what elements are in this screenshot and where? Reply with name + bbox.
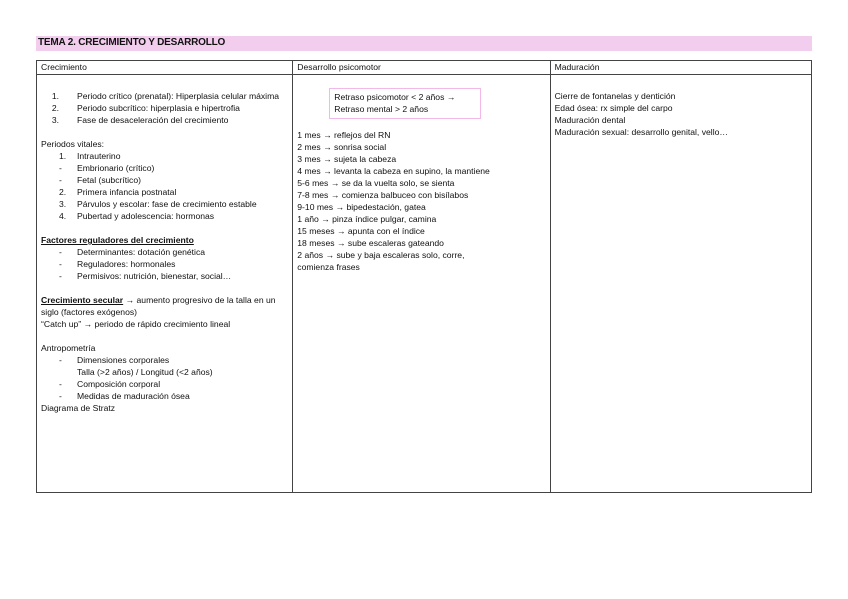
maduracion-line: Maduración sexual: desarrollo genital, vello… bbox=[554, 127, 728, 137]
cell-maduracion bbox=[550, 75, 811, 493]
numbered-list-item: 1. Periodo crítico (prenatal): Hiperplasia celular máxima bbox=[51, 91, 280, 101]
list-item: - Dimensiones corporales bbox=[59, 355, 170, 365]
milestone-line: 5-6 mes → se da la vuelta solo, se sienta bbox=[297, 178, 455, 188]
milestone-line: 18 meses → sube escaleras gateando bbox=[297, 238, 444, 248]
list-item: 3. Párvulos y escolar: fase de crecimiento estable bbox=[59, 199, 257, 209]
stratz-line: Diagrama de Stratz bbox=[41, 403, 116, 413]
cell-crecimiento bbox=[37, 75, 293, 493]
list-subitem: Talla (>2 años) / Longitud (<2 años) bbox=[77, 367, 213, 377]
table-body-row bbox=[37, 75, 812, 493]
list-item: 2. Primera infancia postnatal bbox=[59, 187, 177, 197]
box-line: Retraso mental > 2 años bbox=[334, 104, 429, 114]
retraso-box bbox=[329, 88, 481, 119]
milestone-line: 2 años → sube y baja escaleras solo, corre, bbox=[297, 250, 465, 260]
list-item: 4. Pubertad y adolescencia: hormonas bbox=[59, 211, 215, 221]
list-item: - Medidas de maduración ósea bbox=[59, 391, 190, 401]
milestone-line: comienza frases bbox=[297, 262, 360, 272]
page-title: TEMA 2. CRECIMIENTO Y DESARROLLO bbox=[38, 37, 226, 48]
milestone-line: 2 mes → sonrisa social bbox=[297, 142, 387, 152]
list-item: - Permisivos: nutrición, bienestar, social… bbox=[59, 271, 232, 281]
maduracion-line: Edad ósea: rx simple del carpo bbox=[554, 103, 673, 113]
maduracion-line: Cierre de fontanelas y dentición bbox=[554, 91, 676, 101]
milestone-line: 4 mes → levanta la cabeza en supino, la mantiene bbox=[297, 166, 490, 176]
content-table bbox=[36, 60, 812, 493]
header-maduracion: Maduración bbox=[550, 61, 811, 75]
maduracion-line: Maduración dental bbox=[554, 115, 626, 125]
numbered-list-item: 2. Periodo subcrítico: hiperplasia e hipertrofia bbox=[51, 103, 240, 113]
antropometria-title: Antropometría bbox=[41, 343, 96, 353]
periodos-title: Periodos vitales: bbox=[41, 139, 105, 149]
milestone-line: 9-10 mes → bipedestación, gatea bbox=[297, 202, 426, 212]
list-item: - Determinantes: dotación genética bbox=[59, 247, 206, 257]
crecimiento-secular: Crecimiento secular → aumento progresivo de la talla en un siglo (factores exógenos) bbox=[41, 295, 276, 317]
catch-up: “Catch up” → periodo de rápido crecimiento lineal bbox=[41, 319, 231, 329]
milestone-line: 7-8 mes → comienza balbuceo con bisílabos bbox=[297, 190, 469, 200]
list-item: - Composición corporal bbox=[59, 379, 161, 389]
table-header-row bbox=[37, 61, 812, 75]
list-item: - Embrionario (crítico) bbox=[59, 163, 155, 173]
milestone-line: 3 mes → sujeta la cabeza bbox=[297, 154, 397, 164]
milestone-line: 15 meses → apunta con el índice bbox=[297, 226, 425, 236]
list-item: - Fetal (subcrítico) bbox=[59, 175, 141, 185]
box-line: Retraso psicomotor < 2 años → bbox=[334, 92, 456, 102]
cell-desarrollo-psicomotor bbox=[293, 75, 550, 493]
title-bar bbox=[36, 36, 812, 51]
milestone-line: 1 mes → reflejos del RN bbox=[297, 130, 391, 140]
milestone-line: 1 año → pinza índice pulgar, camina bbox=[297, 214, 437, 224]
factores-title: Factores reguladores del crecimiento bbox=[41, 235, 194, 245]
header-crecimiento: Crecimiento bbox=[37, 61, 293, 75]
header-desarrollo-psicomotor: Desarrollo psicomotor bbox=[293, 61, 550, 75]
list-item: 1. Intrauterino bbox=[59, 151, 121, 161]
list-item: - Reguladores: hormonales bbox=[59, 259, 176, 269]
numbered-list-item: 3. Fase de desaceleración del crecimiento bbox=[51, 115, 229, 125]
